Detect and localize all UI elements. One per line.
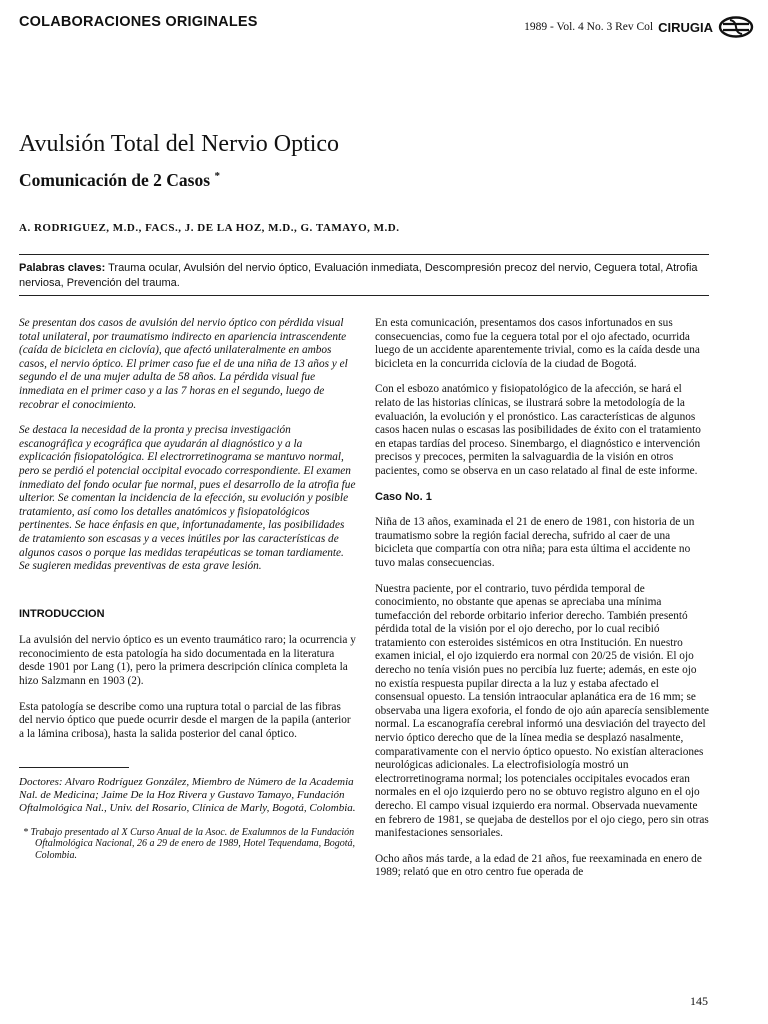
authors-footnote: Doctores: Alvaro Rodríguez González, Miembro de Número de la Academia Nal. de Medicina; Jaime De la Hoz Rivera y Gustavo Tamayo, Fundación Oftalmológica Nal., Univ. del Rosario, Clínica de Marly, Bogotá, Colombia.	[19, 776, 356, 815]
keywords-label: Palabras claves:	[19, 262, 106, 274]
subtitle-text: Comunicación de 2 Casos	[19, 170, 211, 190]
footnote-divider	[19, 767, 129, 768]
case-heading: Caso No. 1	[375, 490, 432, 503]
keywords-block	[19, 261, 709, 291]
section-label: COLABORACIONES ORIGINALES	[19, 14, 258, 30]
journal-logo-icon	[718, 16, 754, 38]
journal-name: CIRUGIA	[658, 19, 713, 35]
article-title: Avulsión Total del Nervio Optico	[19, 131, 340, 157]
keywords-text: Trauma ocular, Avulsión del nervio óptico, Evaluación inmediata, Descompresión precoz del nervio, Ceguera total, Atrofia nerviosa, Prevención del trauma.	[19, 262, 698, 289]
body-paragraph: Niña de 13 años, examinada el 21 de enero de 1981, con historia de un traumatismo sobre la región facial derecha, sufrido al caer de una bicicleta que compartía con otra niña; para esta última el accidente no tuvo malas consecuencias.	[375, 516, 695, 569]
subtitle-footnote-mark: *	[214, 170, 220, 183]
page-number: 145	[690, 994, 708, 1008]
body-paragraph: Nuestra paciente, por el contrario, tuvo pérdida temporal de conocimiento, no obstante que apenas se apreciaba una mínima tumefacción del reborde orbitario inferior derecho. También presentó pérdida total de la visión por el ojo derecho, por lo cual recibió tratamiento con esteroides sistémicos en otra Institución. En nuestro examen inicial, el ojo izquierdo era normal con 20/25 de visión. El ojo derecho no tenía visión pues no percibía luz fuerte; además, en este ojo no existía respuesta pupilar directa a la luz y estaba afectado el consensual opuesto. La tensión intraocular aplanática era de 16 mm; se observaba una ligera exoforia, el fondo de ojo aún aparecía sensiblemente normal. La escanografía cerebral informó una desviación del trayecto del nervio óptico derecho que de la línea media se desplazó nasalmente, comparativamente con el nervio óptico opuesto. No existían alteraciones neurológicas adicionales. La electrofisiología mostró un electrorretinograma normal; los potenciales occipitales evocados eran normales en el ojo izquierdo pero no se obtuvo registro alguno en el ojo derecho. El campo visual izquierdo era normal. Observada nuevamente en febrero de 1981, se quejaba de destellos por el ojo ciego, pero sin otras manifestaciones sensoriales.	[375, 582, 710, 840]
journal-citation	[524, 16, 754, 38]
author-list: A. RODRIGUEZ, M.D., FACS., J. DE LA HOZ, M.D., G. TAMAYO, M.D.	[19, 222, 400, 234]
presentation-footnote: * Trabajo presentado al X Curso Anual de la Asoc. de Exalumnos de la Fundación Oftalmológica Nacional, 26 a 29 de enero de 1989, Hotel Tequendama, Bogotá, Colombia.	[23, 826, 356, 862]
right-column	[375, 317, 710, 892]
body-paragraph: En esta comunicación, presentamos dos casos infortunados en sus consecuencias, como fue la ceguera total por el ojo afectado, ocurrida luego de un accidente aparentemente trivial, como es la caída desde una bicicleta en la concurrida ciclovía de la ciudad de Bogotá.	[375, 317, 700, 370]
body-paragraph: Con el esbozo anatómico y fisiopatológico de la afección, se hará el relato de las historias clínicas, se ilustrará sobre la metodología de la evaluación, la evolución y el pronóstico. Las características de algunos casos hacen nulas o escasas las posibilidades de éxito con el tratamiento en etapas tardías del proceso. Sinembargo, el diagnóstico e intervención precisos y precoces, permiten la salvaguardia de la visión en otros pacientes, como se observa en un caso relatado al final de este informe.	[375, 383, 701, 477]
abstract	[19, 317, 357, 574]
abstract-paragraph: Se presentan dos casos de avulsión del nervio óptico con pérdida visual total unilateral, por traumatismo indirecto en apariencia intrascendente (caída de bicicleta en ciclovía), que afectó unilateralmente en ambos casos, el nervio óptico. El primer caso fue el de una niña de 13 años y el segundo el de una mujer adulta de 58 años. La pérdida visual fue inmediata en el primer caso y a las 7 horas en el segundo, luego de recobrar el conocimiento.	[19, 317, 348, 411]
citation-text: 1989 - Vol. 4 No. 3 Rev Col	[524, 21, 654, 33]
body-paragraph: Ocho años más tarde, a la edad de 21 años, fue reexaminada en enero de 1989; relató que en otro centro fue operada de	[375, 852, 702, 879]
divider-bottom	[19, 295, 709, 296]
intro-paragraph: Esta patología se describe como una ruptura total o parcial de las fibras del nervio óptico que puede ocurrir desde el margen de la papila (anterior a la lámina cribosa), hasta la salida posterior del canal óptico.	[19, 700, 351, 740]
abstract-paragraph: Se destaca la necesidad de la pronta y precisa investigación escanográfica y ecográfica que ayudarán al diagnóstico y a la explicación fisiopatológica. El electrorretinograma se mantuvo normal, pero se perdió el potencial occipital evocado correspondiente. El examen inmediato del fondo ocular fue normal, pues el desarrollo de la atrofia fue ulterior. Se comentan la incidencia de la efección, su evolución y posible tratamiento, así como los detalles anatómicos y fisiopatológicos pertinentes. Se hace énfasis en que, infortunadamente, las posibilidades de tratamiento son escasas y a veces inútiles por las características de algunos casos o porque las medidas terapéuticas se toman tardiamente. Se sugieren medidas preventivas de esta grave lesión.	[19, 424, 356, 573]
intro-paragraph: La avulsión del nervio óptico es un evento traumático raro; la ocurrencia y reconocimiento de esta patología ha sido documentada en la literatura desde 1901 por Lang (1), pero la primera descripción clínica completa la hizo Salzmann en 1903 (2).	[19, 634, 356, 688]
divider-top	[19, 254, 709, 255]
intro-heading: INTRODUCCION	[19, 607, 105, 620]
article-subtitle	[19, 170, 220, 191]
left-column	[19, 317, 357, 874]
